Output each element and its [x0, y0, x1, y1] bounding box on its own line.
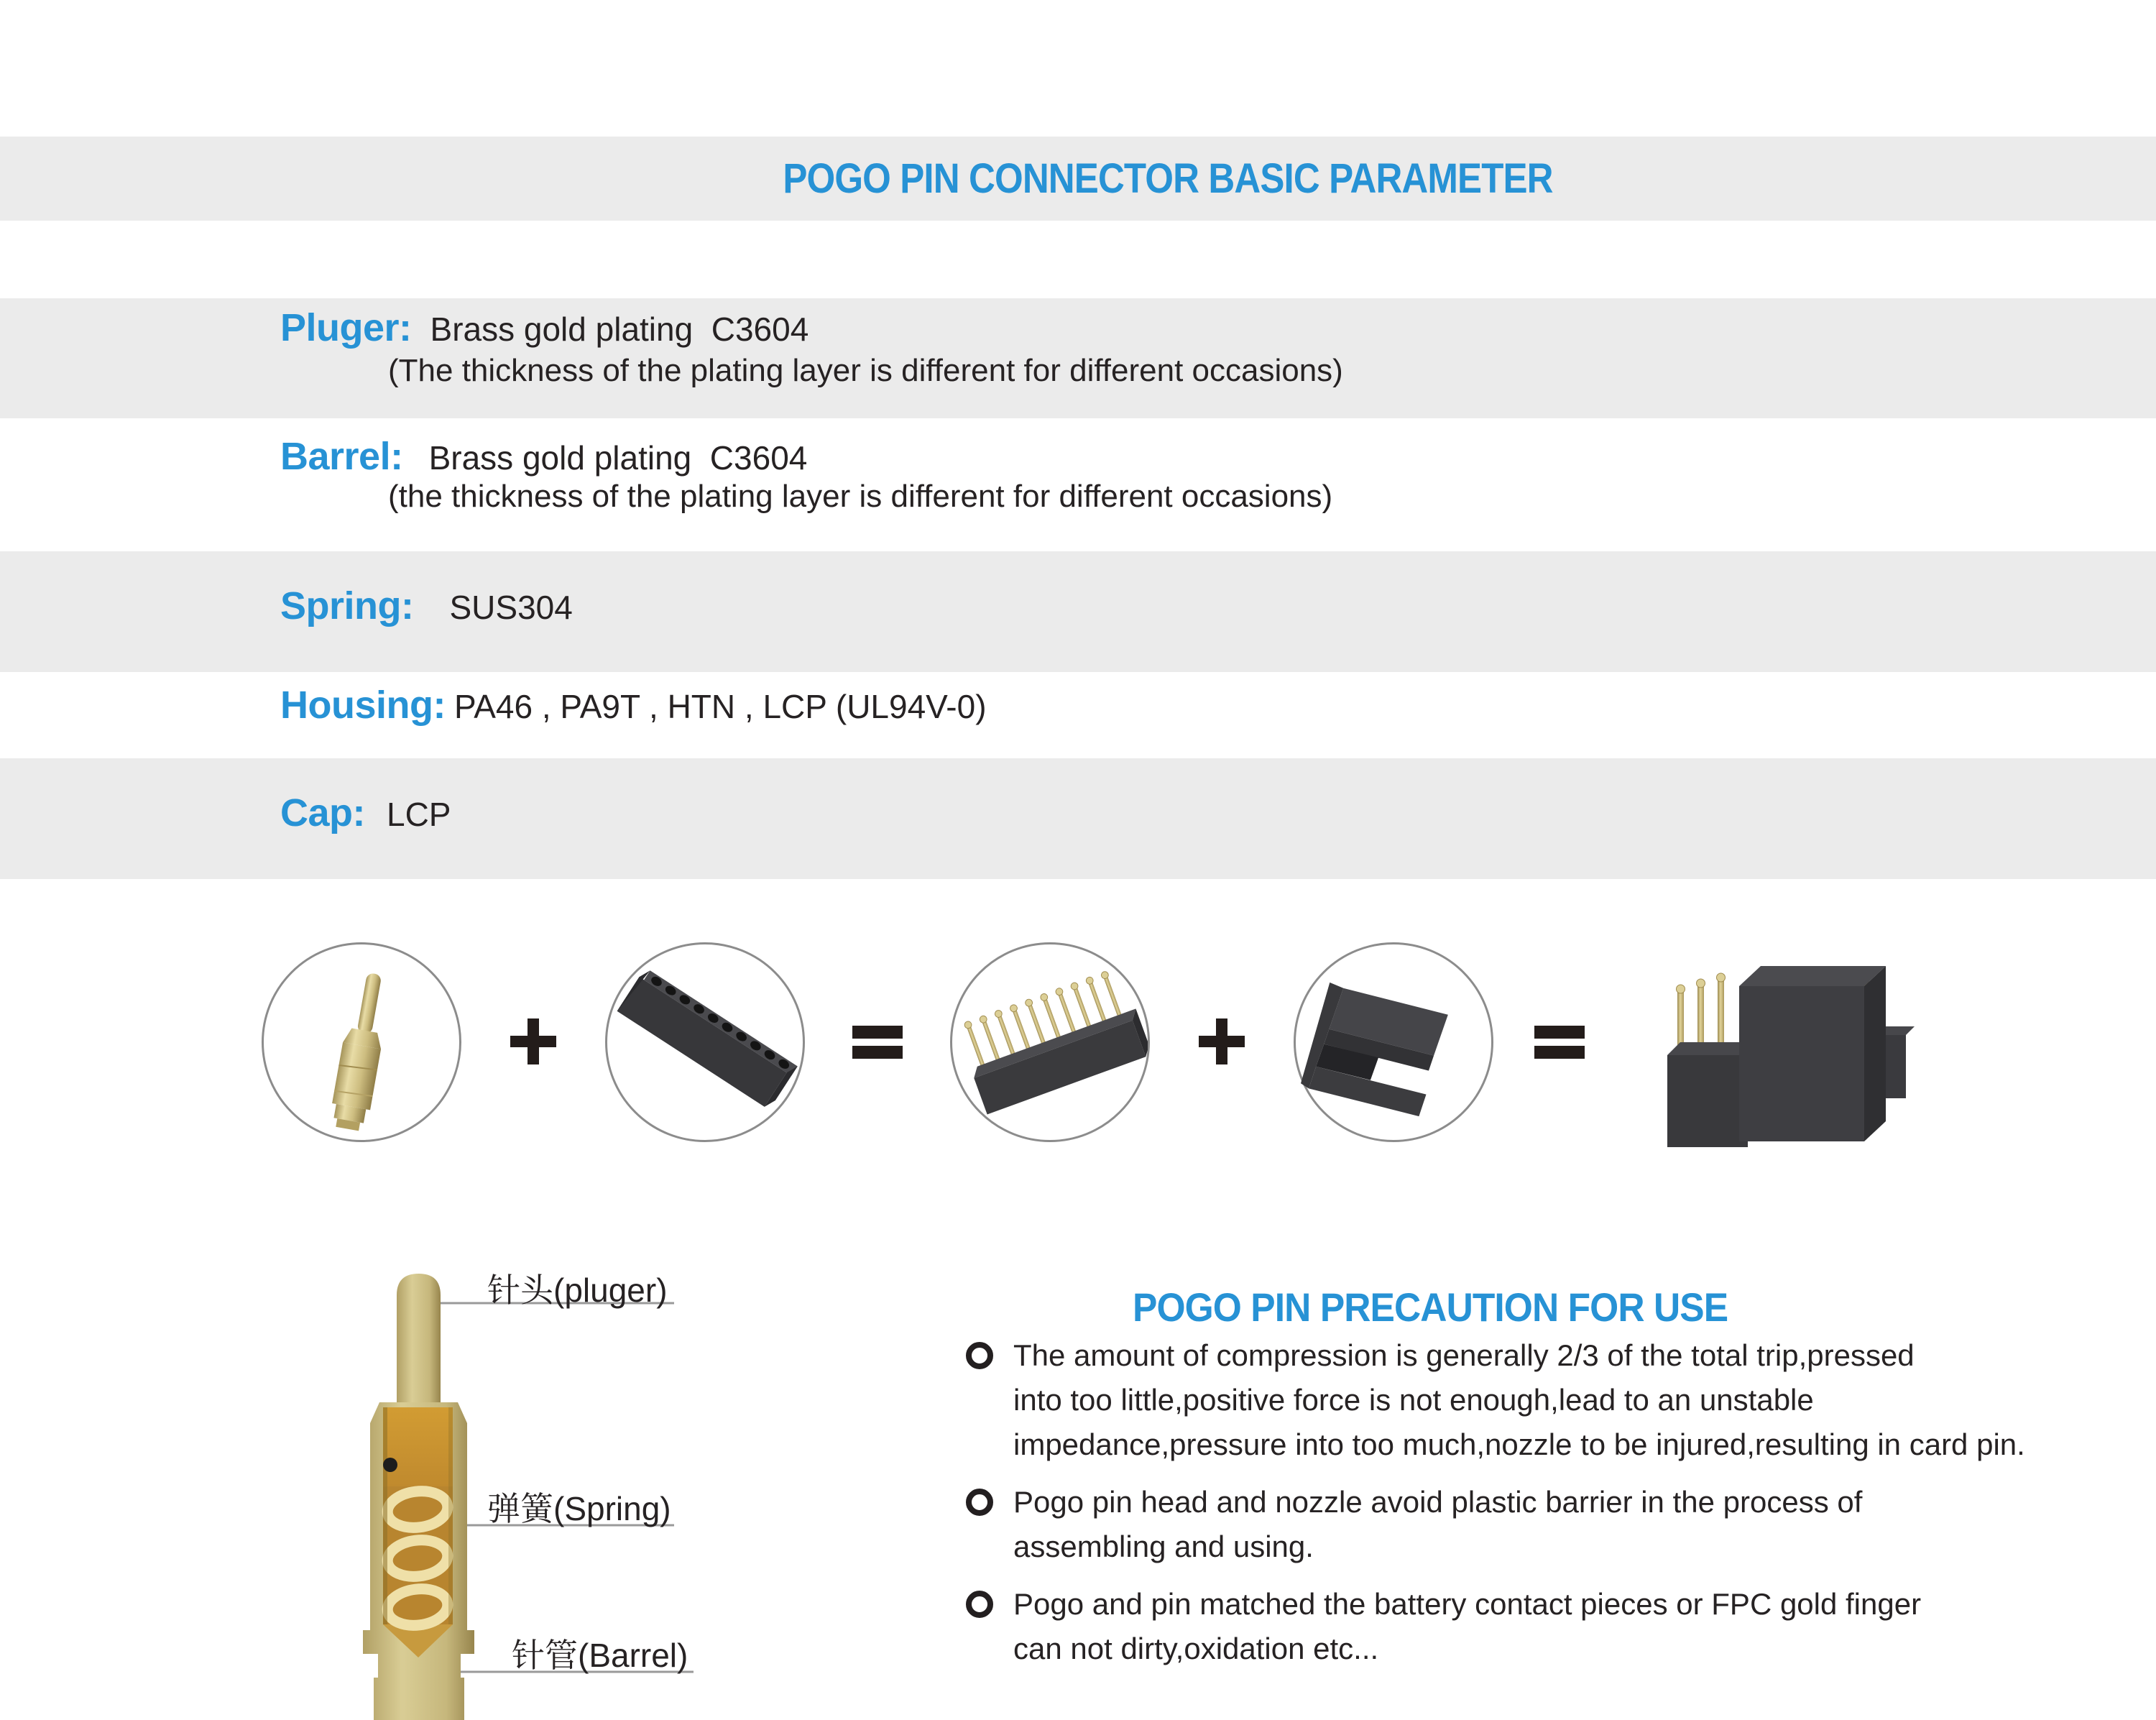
param-row-pluger — [280, 305, 808, 350]
page-title: POGO PIN CONNECTOR BASIC PARAMETER — [783, 155, 1553, 202]
ring-bullet-icon — [966, 1591, 993, 1618]
housing-strip-circle — [605, 942, 805, 1142]
bullet-text-line: into too little,positive force is not enough,lead to an unstable — [1013, 1383, 1814, 1417]
bullet-text-line: Pogo pin head and nozzle avoid plastic barrier in the process of — [1013, 1485, 1863, 1519]
diagram-label-barrel: 针管(Barrel) — [512, 1637, 688, 1674]
cap-icon — [1296, 944, 1491, 1140]
equals-icon — [1534, 1020, 1585, 1063]
diagram-label-spring: 弹簧(Spring) — [487, 1490, 671, 1527]
plus-icon — [1199, 1018, 1245, 1064]
bullet-text-line: can not dirty,oxidation etc... — [1013, 1632, 1379, 1665]
assembled-connector-icon — [952, 944, 1148, 1140]
ring-bullet-icon — [966, 1342, 993, 1369]
param-row-spring — [280, 584, 573, 628]
param-row-barrel — [280, 434, 807, 479]
precaution-bullet-list — [966, 1333, 2116, 1684]
precaution-heading: POGO PIN PRECAUTION FOR USE — [1132, 1284, 1728, 1330]
bullet-text-line: Pogo and pin matched the battery contact pieces or FPC gold finger — [1013, 1587, 1922, 1621]
barrel-label: Barrel: — [280, 435, 403, 478]
bullet-text-line: impedance,pressure into too much,nozzle to be injured,resulting in card pin. — [1013, 1427, 2025, 1461]
bullet-text-line: assembling and using. — [1013, 1530, 1314, 1563]
plus-icon — [510, 1018, 556, 1064]
param-row-housing — [280, 683, 987, 727]
diagram-label-pluger: 针头(pluger) — [487, 1271, 668, 1309]
pogo-pin-circle — [262, 942, 461, 1142]
spring-value: SUS304 — [449, 589, 573, 626]
title-band — [0, 137, 2156, 221]
final-connector-icon — [1647, 942, 1917, 1164]
pogo-pin-icon — [264, 944, 459, 1140]
bullet-text-line: The amount of compression is generally 2/3 of the total trip,pressed — [1013, 1338, 1915, 1372]
barrel-value: Brass gold plating C3604 — [428, 439, 808, 477]
housing-strip-icon — [607, 944, 803, 1140]
param-row-cap — [280, 791, 451, 835]
assembled-connector-circle — [950, 942, 1150, 1142]
barrel-note: (the thickness of the plating layer is different for different occasions) — [388, 479, 1333, 514]
housing-value: PA46 , PA9T , HTN , LCP (UL94V-0) — [453, 688, 987, 725]
precaution-bullet — [966, 1582, 2116, 1671]
precaution-bullet — [966, 1333, 2116, 1467]
cap-label: Cap: — [280, 791, 365, 834]
equals-icon — [852, 1020, 903, 1063]
pluger-value: Brass gold plating C3604 — [430, 311, 809, 348]
spring-label: Spring: — [280, 584, 414, 627]
pluger-note: (The thickness of the plating layer is different for different occasions) — [388, 353, 1343, 388]
pluger-label: Pluger: — [280, 306, 412, 349]
ring-bullet-icon — [966, 1489, 993, 1516]
housing-label: Housing: — [280, 684, 446, 727]
cap-value: LCP — [387, 796, 451, 833]
cap-circle — [1294, 942, 1493, 1142]
precaution-bullet — [966, 1480, 2116, 1569]
